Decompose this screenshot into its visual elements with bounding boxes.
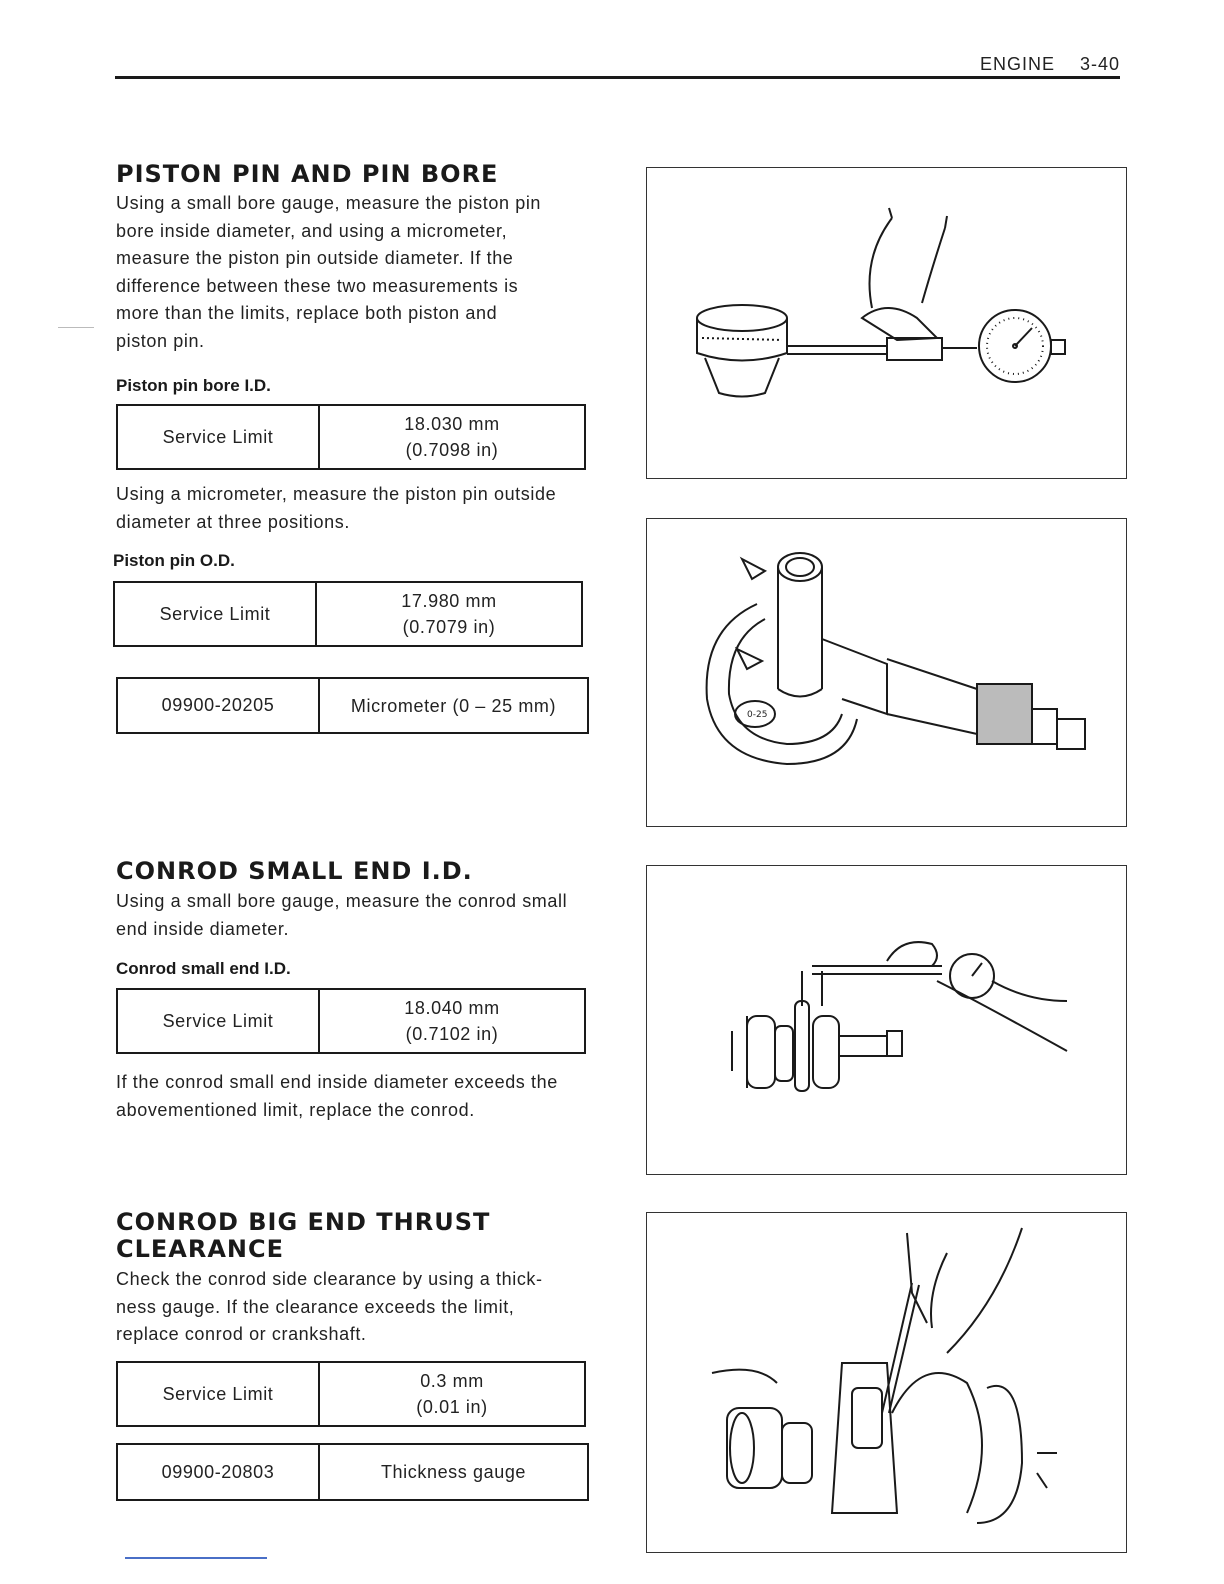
service-limit-label: Service Limit (118, 1363, 320, 1425)
title-line: CLEARANCE (116, 1235, 285, 1263)
crankshaft-bore-gauge-icon (647, 866, 1125, 1173)
limit-metric: 18.030 mm (404, 414, 500, 434)
header-page-number: 3-40 (1080, 54, 1121, 74)
section-title-small-end: CONROD SMALL END I.D. (116, 857, 473, 885)
figure-crankshaft-bore-gauge (646, 865, 1127, 1175)
text-line: Check the conrod side clearance by using a thick- (116, 1269, 543, 1289)
header-section-name: ENGINE (980, 54, 1056, 74)
section-title-piston-pin: PISTON PIN AND PIN BORE (116, 160, 499, 188)
header-rule (115, 76, 1120, 79)
service-limit-label: Service Limit (118, 406, 320, 468)
big-end-intro (116, 1266, 586, 1349)
piston-bore-gauge-icon (647, 168, 1125, 477)
tool-name: Thickness gauge (380, 1462, 527, 1482)
small-end-limit-table (116, 988, 586, 1054)
title-line: CONROD BIG END THRUST (116, 1208, 491, 1236)
limit-imperial: (0.7079 in) (402, 617, 496, 637)
text-line: diameter at three positions. (116, 511, 350, 532)
tool-name: Micrometer (0 – 25 mm) (350, 695, 557, 716)
text-line: Using a micrometer, measure the piston pin outside (116, 484, 557, 504)
text-line: piston pin. (116, 330, 205, 351)
small-end-id-label: Conrod small end I.D. (116, 959, 291, 978)
service-limit-label: Service Limit (115, 583, 317, 645)
service-limit-label: Service Limit (118, 990, 320, 1052)
figure-thickness-gauge (646, 1212, 1127, 1553)
dial-label: 0-25 (747, 710, 768, 720)
limit-value (317, 583, 581, 645)
bore-limit-table (116, 404, 586, 470)
micrometer-tool-table (116, 677, 589, 734)
text-line: If the conrod small end inside diameter exceeds the (116, 1072, 558, 1092)
pin-od-label: Piston pin O.D. (113, 551, 235, 570)
thickness-gauge-tool-table (116, 1443, 589, 1501)
text-line: abovementioned limit, replace the conrod. (116, 1099, 475, 1120)
limit-imperial: (0.01 in) (416, 1397, 488, 1417)
limit-metric: 18.040 mm (404, 998, 500, 1018)
text-line: Using a small bore gauge, measure the conrod small (116, 891, 568, 911)
text-line: more than the limits, replace both piston and (116, 303, 498, 323)
piston-pin-intro (116, 190, 586, 355)
micrometer-pin-icon (647, 519, 1125, 825)
limit-imperial: (0.7098 in) (405, 440, 499, 460)
figure-micrometer-pin (646, 518, 1127, 827)
text-line: measure the piston pin outside diameter. If the (116, 248, 514, 268)
limit-value (320, 406, 584, 468)
margin-mark (58, 327, 94, 328)
section-title-big-end (116, 1209, 596, 1263)
tool-part-number: 09900-20803 (118, 1445, 320, 1499)
text-line: Using a small bore gauge, measure the piston pin (116, 193, 542, 213)
big-end-limit-table (116, 1361, 586, 1427)
od-limit-table (113, 581, 583, 647)
small-end-note (116, 1069, 586, 1124)
text-line: ness gauge. If the clearance exceeds the limit, (116, 1296, 515, 1317)
text-line: difference between these two measurements is (116, 275, 519, 296)
limit-value (320, 1363, 584, 1425)
tool-part-number: 09900-20205 (118, 679, 320, 732)
small-end-intro (116, 888, 586, 943)
limit-metric: 0.3 mm (420, 1371, 484, 1391)
text-line: end inside diameter. (116, 918, 290, 939)
od-instructions (116, 481, 586, 536)
figure-piston-bore-gauge (646, 167, 1127, 479)
bore-id-label: Piston pin bore I.D. (116, 376, 271, 395)
thickness-gauge-icon (647, 1213, 1125, 1551)
limit-metric: 17.980 mm (401, 591, 497, 611)
page-edge-mark (125, 1557, 267, 1559)
text-line: bore inside diameter, and using a micrometer, (116, 220, 508, 241)
text-line: replace conrod or crankshaft. (116, 1324, 367, 1344)
limit-value (320, 990, 584, 1052)
limit-imperial: (0.7102 in) (405, 1024, 499, 1044)
